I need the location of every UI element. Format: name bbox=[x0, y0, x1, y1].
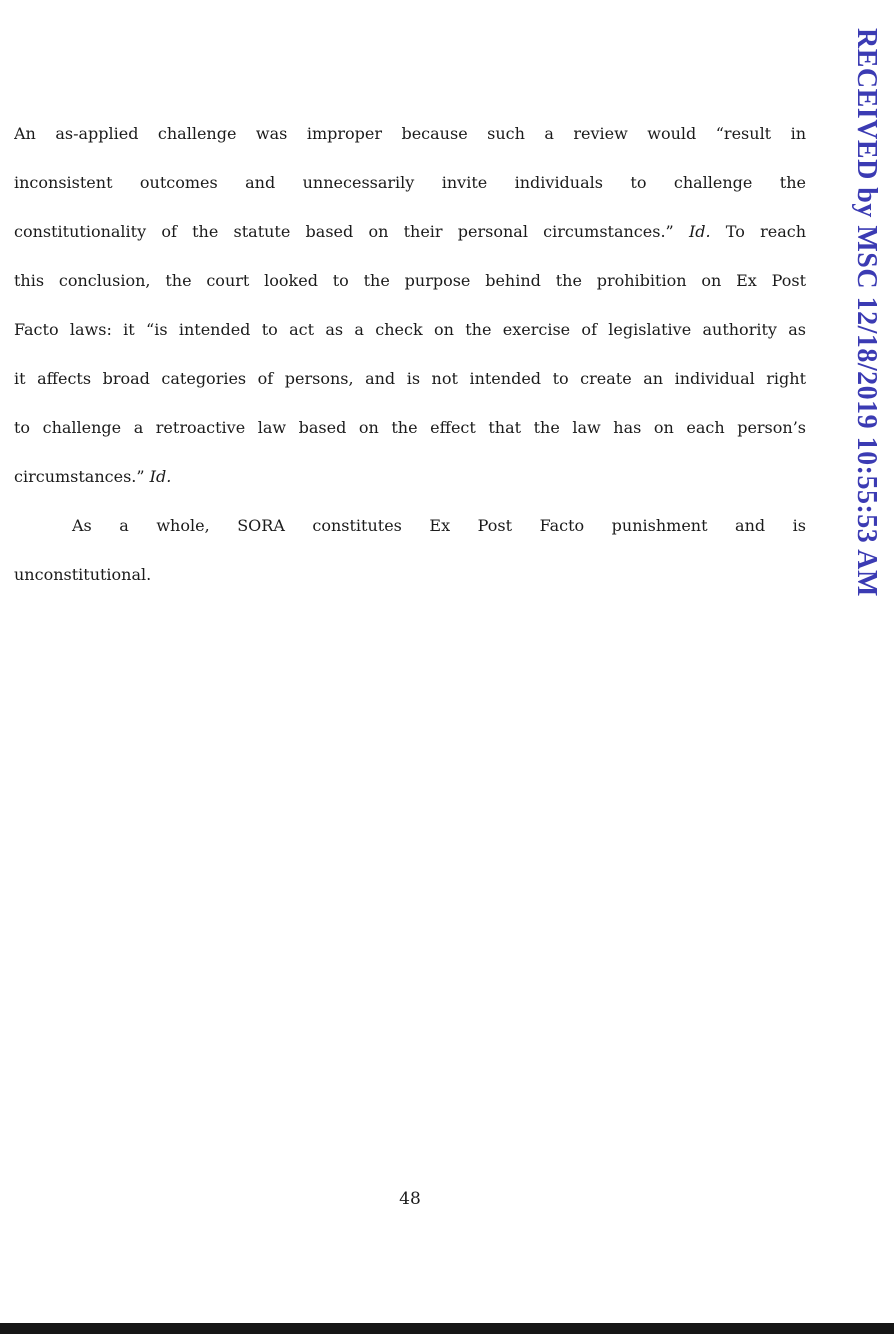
text-line bbox=[14, 109, 806, 158]
page-number: 48 bbox=[399, 1189, 421, 1209]
text-segment: As a whole, SORA constitutes Ex Post Facto punishment and is bbox=[72, 516, 806, 535]
italic-citation: Id. bbox=[688, 222, 711, 241]
text-segment: unconstitutional. bbox=[14, 565, 152, 584]
text-line bbox=[14, 550, 806, 599]
text-line bbox=[14, 256, 806, 305]
text-segment: An as-applied challenge was improper because such a review would “result in bbox=[14, 124, 806, 143]
text-segment: inconsistent outcomes and unnecessarily invite individuals to challenge the bbox=[14, 173, 806, 192]
text-segment: To reach bbox=[710, 222, 806, 241]
text-segment: Facto laws: it “is intended to act as a check on the exercise of legislative authority as bbox=[14, 320, 806, 339]
text-line bbox=[14, 354, 806, 403]
text-segment: it affects broad categories of persons, and is not intended to create an individual right bbox=[14, 369, 806, 388]
italic-citation: Id. bbox=[149, 467, 172, 486]
text-line bbox=[14, 403, 806, 452]
text-segment: constitutionality of the statute based on their personal circumstances.” bbox=[14, 222, 689, 241]
text-segment: circumstances.” bbox=[14, 467, 150, 486]
text-line bbox=[14, 158, 806, 207]
text-line bbox=[14, 305, 806, 354]
paragraph bbox=[14, 109, 806, 501]
text-line bbox=[14, 501, 806, 550]
text-line bbox=[14, 207, 806, 256]
page-bottom-edge bbox=[0, 1323, 894, 1334]
text-segment: this conclusion, the court looked to the purpose behind the prohibition on Ex Post bbox=[14, 271, 806, 290]
text-segment: to challenge a retroactive law based on the effect that the law has on each person’s bbox=[14, 418, 806, 437]
text-line bbox=[14, 452, 806, 501]
received-stamp: RECEIVED by MSC 12/18/2019 10:55:53 AM bbox=[851, 28, 882, 597]
document-body bbox=[14, 109, 806, 599]
paragraph bbox=[14, 501, 806, 599]
